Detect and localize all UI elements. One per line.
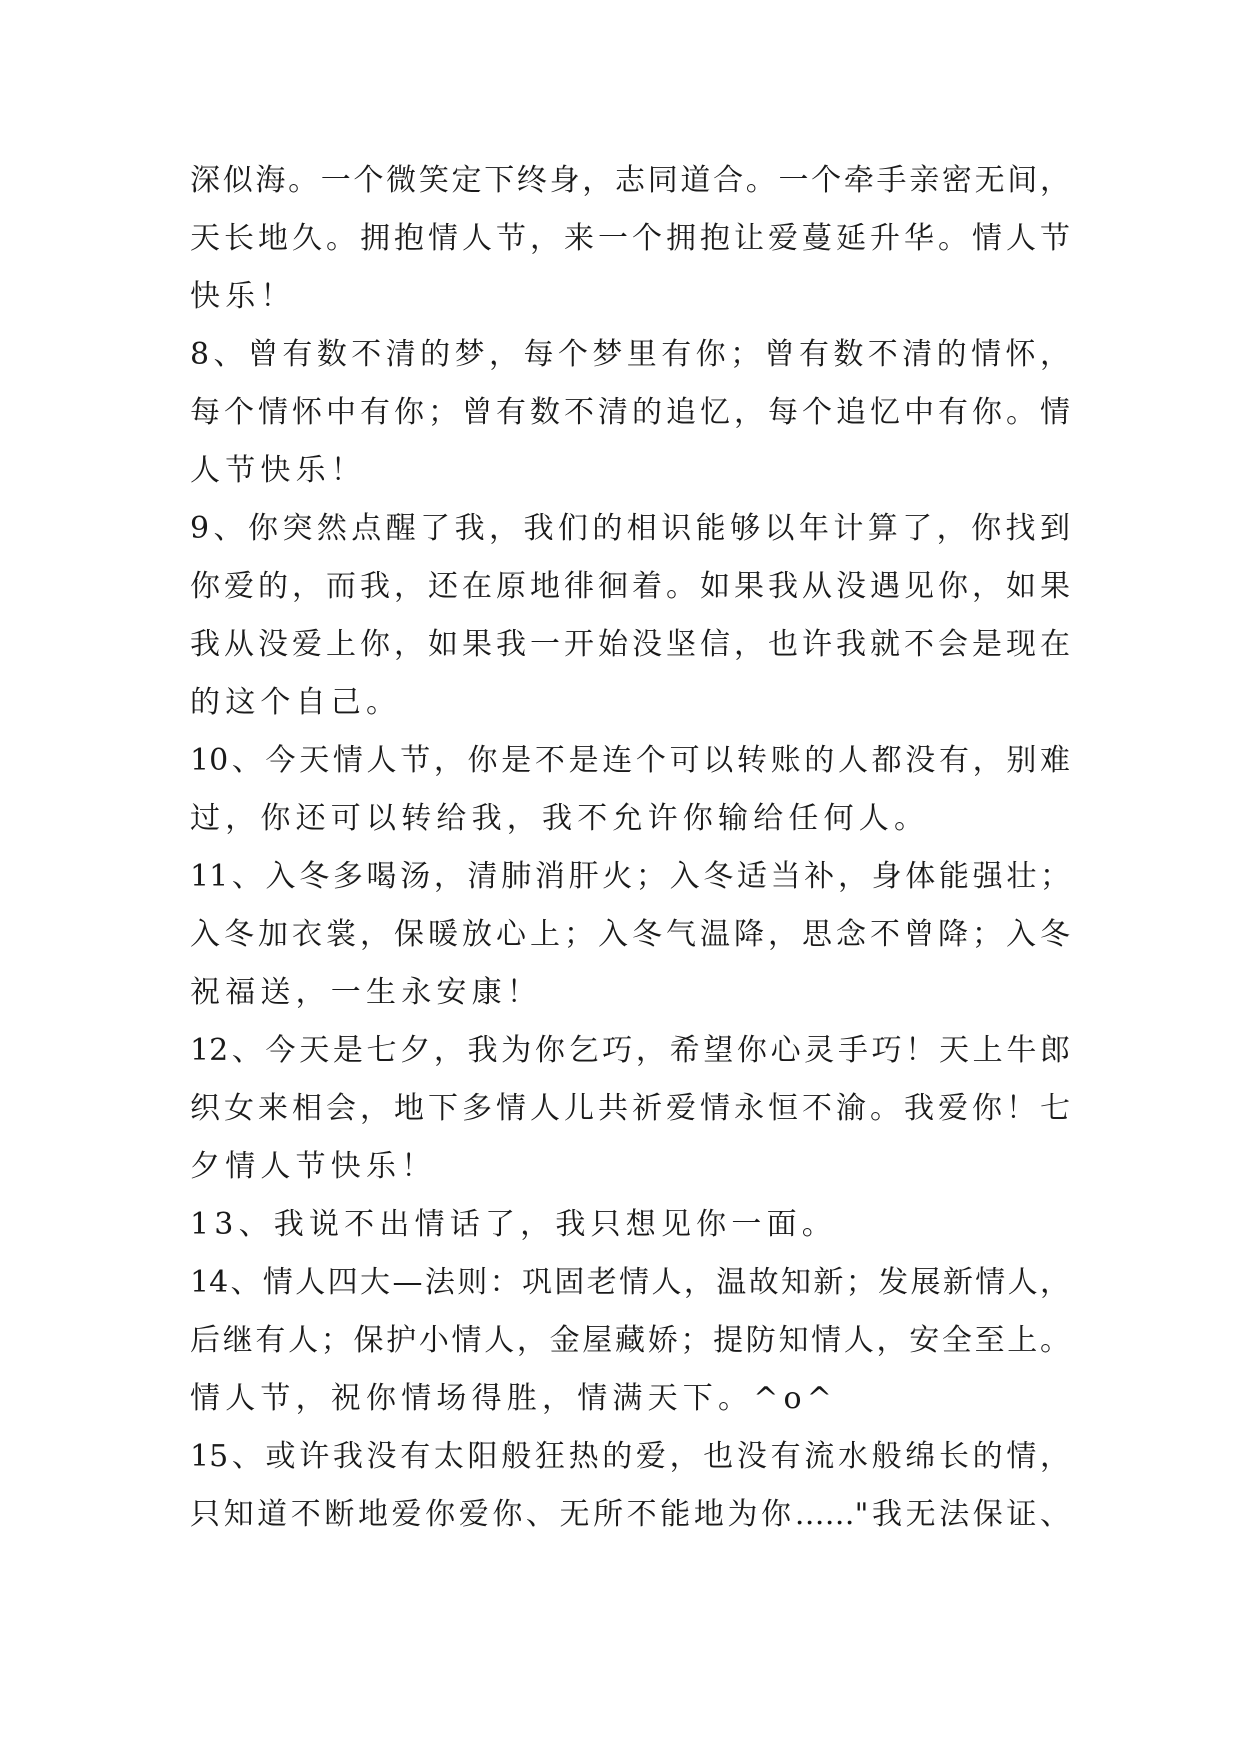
text-line: 13、我说不出情话了，我只想见你一面。 [190, 1207, 837, 1242]
text-line: 9、你突然点醒了我，我们的相识能够以年计算了，你找到 [190, 511, 1070, 546]
text-line: 每个情怀中有你；曾有数不清的追忆，每个追忆中有你。情 [190, 395, 1070, 430]
text-line: 织女来相会，地下多情人儿共祈爱情永恒不渝。我爱你！七 [190, 1091, 1070, 1126]
text-line: 10、今天情人节，你是不是连个可以转账的人都没有，别难 [190, 743, 1070, 778]
text-line: 你爱的，而我，还在原地徘徊着。如果我从没遇见你，如果 [190, 569, 1070, 604]
text-line: 快乐！ [190, 279, 296, 314]
text-line: 夕情人节快乐！ [190, 1149, 437, 1184]
text-line: 11、入冬多喝汤，清肺消肝火；入冬适当补，身体能强壮； [190, 859, 1070, 894]
text-line: 12、今天是七夕，我为你乞巧，希望你心灵手巧！天上牛郎 [190, 1033, 1070, 1068]
text-line: 后继有人；保护小情人，金屋藏娇；提防知情人，安全至上。 [190, 1323, 1070, 1358]
text-line: 深似海。一个微笑定下终身，志同道合。一个牵手亲密无间， [190, 163, 1070, 198]
text-line: 情人节，祝你情场得胜，情满天下。^o^ [190, 1381, 838, 1416]
text-line: 15、或许我没有太阳般狂热的爱，也没有流水般绵长的情， [190, 1439, 1070, 1474]
text-line: 的这个自己。 [190, 685, 402, 720]
text-line: 入冬加衣裳，保暖放心上；入冬气温降，思念不曾降；入冬 [190, 917, 1070, 952]
text-line: 人节快乐！ [190, 453, 366, 488]
text-line: 14、情人四大—法则：巩固老情人，温故知新；发展新情人， [190, 1265, 1070, 1300]
text-line: 只知道不断地爱你爱你、无所不能地为你……"我无法保证、 [190, 1497, 1070, 1532]
text-line: 8、曾有数不清的梦，每个梦里有你；曾有数不清的情怀， [190, 337, 1070, 372]
text-line: 祝福送，一生永安康！ [190, 975, 542, 1010]
document-body [190, 152, 1070, 1544]
text-line: 过，你还可以转给我，我不允许你输给任何人。 [190, 801, 930, 836]
text-line: 天长地久。拥抱情人节，来一个拥抱让爱蔓延升华。情人节 [190, 221, 1070, 256]
text-line: 我从没爱上你，如果我一开始没坚信，也许我就不会是现在 [190, 627, 1070, 662]
